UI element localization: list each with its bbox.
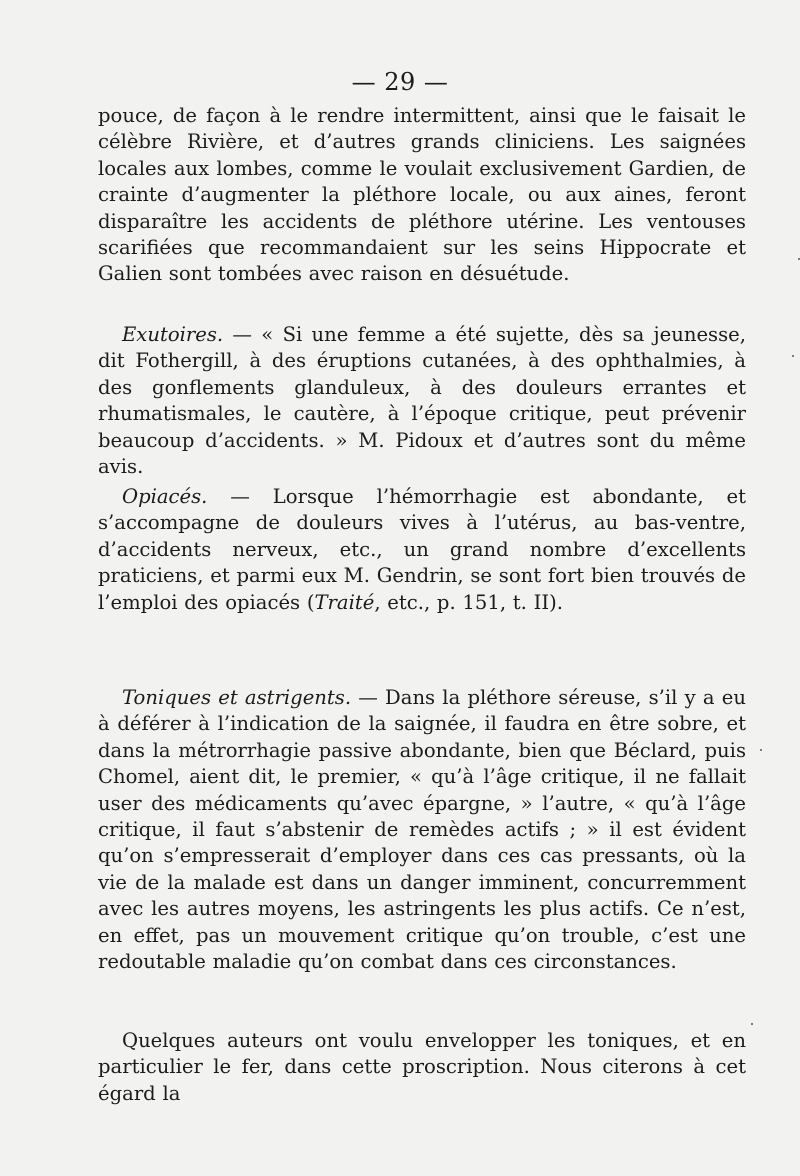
paper-speck	[760, 749, 762, 751]
paragraph-body	[98, 484, 746, 616]
paragraph-text: pouce, de façon à le rendre intermittent, ainsi que le faisait le célèbre Rivière, et d’autres grands cliniciens. Les saignées locales aux lombes, comme le voulait exclusivement Gardien, de crainte d’augmenter la pléthore locale, ou aux aines, feront disparaître les accidents de pléthore utérine. Les ventouses scarifiées que recommandaient sur les seins Hippocrate et Galien sont tombées avec raison en désuétude.	[98, 104, 746, 286]
paragraph-body	[98, 685, 746, 975]
paragraph-text: — Dans la pléthore séreuse, s’il y a eu à déférer à l’indication de la saignée, il faudra en être sobre, et dans la métrorrhagie passive abondante, bien que Béclard, puis Chomel, aient dit, le premier, « qu’à l’âge critique, il ne fallait user des médicaments qu’avec épargne, » l’autre, « qu’à l’âge critique, il faut s’abstenir de remèdes actifs ; » il est évident qu’on s’empresserait d’employer dans ces cas pressants, où la vie de la malade est dans un danger imminent, concurremment avec les autres moyens, les astringents les plus actifs. Ce n’est, en effet, pas un mouvement critique qu’on trouble, c’est une redoutable maladie qu’on combat dans ces circonstances.	[98, 686, 746, 974]
paragraph-text: — Lorsque l’hémorrhagie est abondante, et s’accompagne de douleurs vives à l’utérus, au bas-ventre, d’accidents nerveux, etc., un grand nombre d’excellents praticiens, et parmi eux M. Gendrin, se sont fort bien trouvés de l’emploi des opiacés (	[98, 485, 746, 614]
paragraph-text: — « Si une femme a été sujette, dès sa jeunesse, dit Fothergill, à des éruptions cutanées, à des ophthalmies, à des gonflements glanduleux, à des douleurs errantes et rhumatismales, le cautère, à l’époque critique, peut prévenir beaucoup d’accidents. » M. Pidoux et d’autres sont du même avis.	[98, 323, 746, 479]
section-heading-toniques: Toniques et astrigents.	[122, 686, 352, 709]
paragraph-text: Quelques auteurs ont voulu envelopper les toniques, et en particulier le fer, dans cette proscription. Nous citerons à cet égard la	[98, 1029, 746, 1105]
section-heading-opiaces: Opiacés.	[122, 485, 208, 508]
paragraph-quelques-auteurs	[98, 1028, 746, 1107]
paragraph-text-end: , etc., p. 151, t. II).	[374, 590, 563, 614]
paper-speck	[751, 1023, 753, 1025]
section-heading-exutoires: Exutoires.	[122, 323, 224, 346]
paragraph-toniques	[98, 685, 746, 975]
paragraph-opiaces	[98, 484, 746, 616]
paragraph-exutoires	[98, 322, 746, 480]
paragraph-bleeding	[98, 103, 746, 288]
page-number: — 29 —	[351, 68, 449, 96]
paper-speck	[792, 355, 794, 357]
paragraph-body	[98, 322, 746, 480]
book-title-reference: Traité	[314, 590, 375, 614]
